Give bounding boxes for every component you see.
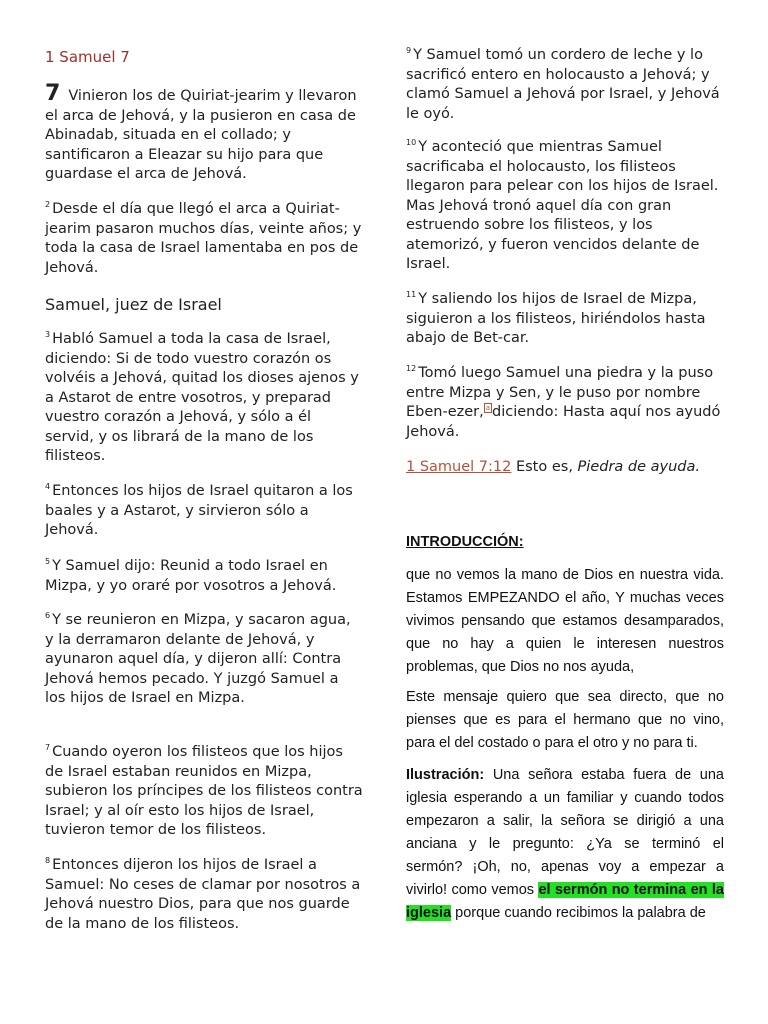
- footnote-italic: Piedra de ayuda.: [577, 459, 700, 475]
- verse-text: Vinieron los de Quiriat-jearim y llevaron el arca de Jehová, y la pusieron en casa de Abinadab, situada en el collado; y santificaron a Eleazar su hijo para que guardase el arca de Jehová.: [45, 88, 357, 182]
- verse-3: [45, 330, 363, 467]
- footnote-marker[interactable]: a: [485, 404, 491, 413]
- verse-12: [406, 364, 724, 442]
- verse-text: Y Samuel dijo: Reunid a todo Israel en Mizpa, y yo oraré por vosotros a Jehová.: [45, 558, 337, 594]
- verse-text: Y se reunieron en Mizpa, y sacaron agua, y la derramaron delante de Jehová, y ayunaron aquel día, y dijeron allí: Contra Jehová hemos pecado. Y juzgó Samuel a los hijos de Israel en Mizpa.: [45, 612, 351, 706]
- verse-number: 8: [45, 856, 51, 866]
- verse-text: Y Samuel tomó un cordero de leche y lo sacrificó entero en holocausto a Jehová; y clamó Samuel a Jehová por Israel, y Jehová le oyó.: [406, 47, 720, 122]
- footnote-reference-link[interactable]: 1 Samuel 7:12: [406, 459, 512, 475]
- verse-number: 9: [406, 46, 412, 56]
- footnote-text: Esto es,: [515, 459, 573, 475]
- verse-number: 5: [45, 557, 51, 567]
- verse-number: 3: [45, 330, 51, 340]
- verse-number: 4: [45, 482, 51, 492]
- verse-text: Entonces dijeron los hijos de Israel a Samuel: No ceses de clamar por nosotros a Jehová nuestro Dios, para que nos guarde de la mano de los filisteos.: [45, 857, 361, 932]
- verse-text: Cuando oyeron los filisteos que los hijos de Israel estaban reunidos en Mizpa, subieron los príncipes de los filisteos contra Israel; y al oír esto los hijos de Israel, tuvieron temor de los filisteos.: [45, 744, 363, 838]
- highlighted-text: el sermón no termina en la iglesia: [406, 882, 724, 921]
- footnote: [406, 458, 724, 478]
- verse-number: 10: [406, 138, 417, 148]
- verse-5: [45, 557, 363, 596]
- verse-text: Y aconteció que mientras Samuel sacrificaba el holocausto, los filisteos llegaron para pelear con los hijos de Israel. Mas Jehová tronó aquel día con gran estruendo sobre los filisteos, y los atemorizó, y fueron vencidos delante de Israel.: [406, 139, 719, 272]
- illustration-paragraph: [406, 764, 724, 925]
- chapter-reference: 1 Samuel 7: [45, 48, 130, 66]
- verse-text: Entonces los hijos de Israel quitaron a los baales y a Astarot, y sirvieron sólo a Jehová.: [45, 483, 353, 538]
- illustration-label: Ilustración:: [406, 767, 485, 783]
- verse-text: Desde el día que llegó el arca a Quiriat-jearim pasaron muchos días, veinte años; y toda la casa de Israel lamentaba en pos de Jehová.: [45, 201, 362, 276]
- verse-text: Y saliendo los hijos de Israel de Mizpa, siguieron a los filisteos, hiriéndolos hasta abajo de Bet-car.: [406, 291, 706, 346]
- verse-number: 6: [45, 611, 51, 621]
- verse-6: [45, 611, 363, 709]
- introduction-heading: INTRODUCCIÓN:: [406, 534, 524, 550]
- verse-9: [406, 46, 724, 124]
- intro-paragraph-2: Este mensaje quiero que sea directo, que no pienses que es para el hermano que no vino, para el del costado o para el otro y no para ti.: [406, 689, 724, 751]
- verse-number: 2: [45, 200, 51, 210]
- verse-number: 7: [45, 743, 51, 753]
- intro-paragraph-1: que no vemos la mano de Dios en nuestra vida. Estamos EMPEZANDO el año, Y muchas veces vivimos pensando que estamos desamparados, que no hay a quien le interesen nuestros problemas, que Dios no nos ayuda,: [406, 567, 724, 675]
- verse-11: [406, 290, 724, 349]
- verse-7: [45, 743, 363, 841]
- verse-text: Tomó luego Samuel una piedra y la puso entre Mizpa y Sen, y le puso por nombre Eben-ezer,: [406, 365, 714, 420]
- section-heading: Samuel, juez de Israel: [45, 295, 222, 314]
- illustration-text: Una señora estaba fuera de una iglesia esperando a un familiar y cuando todos empezaron a salir, la señora se dirigió a una anciana y le pregunto: ¿Ya se terminó el sermón? ¡Oh, no, apenas voy a empezar a vivirlo! como vemos: [406, 767, 724, 898]
- verse-number: 11: [406, 290, 417, 300]
- verse-8: [45, 856, 363, 934]
- verse-1: [45, 81, 363, 185]
- verse-10: [406, 138, 724, 275]
- chapter-number: 7: [45, 81, 61, 106]
- verse-4: [45, 482, 363, 541]
- verse-text: Habló Samuel a toda la casa de Israel, diciendo: Si de todo vuestro corazón os volvéis a Jehová, quitad los dioses ajenos y a Astarot de entre vosotros, y preparad vuestro corazón a Jehová, y sólo a él servid, y os librará de la mano de los filisteos.: [45, 331, 359, 464]
- verse-number: 12: [406, 364, 417, 374]
- verse-2: [45, 200, 363, 278]
- illustration-text-end: porque cuando recibimos la palabra de: [451, 905, 706, 921]
- verse-text: diciendo: Hasta aquí nos ayudó Jehová.: [406, 404, 721, 440]
